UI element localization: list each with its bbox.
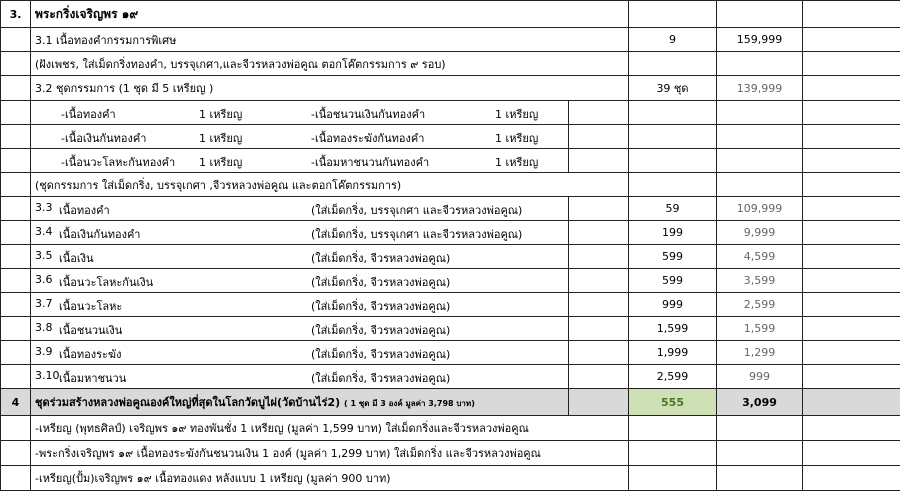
item-price: 9,999 <box>717 221 803 245</box>
section-title: พระกริ่งเจริญพร ๑๙ <box>31 1 629 28</box>
item-number: 3.5 <box>35 249 53 262</box>
set-item-b: -เนื้อทองระฆังกันทองคำ <box>311 129 424 147</box>
item-number: 3.10 <box>35 369 60 382</box>
set-item-b: -เนื้อชนวนเงินกันทองคำ <box>311 105 425 123</box>
set-row <box>1 101 900 125</box>
item-row <box>1 365 900 389</box>
item-row <box>1 341 900 365</box>
item-name: เนื้อมหาชนวน <box>59 369 126 387</box>
item-price: 2,599 <box>717 293 803 317</box>
item-qty: 1,599 <box>629 317 717 341</box>
item-price: 3,599 <box>717 269 803 293</box>
item-price: 1,599 <box>717 317 803 341</box>
item-qty: 9 <box>629 28 717 52</box>
item-qty: 599 <box>629 245 717 269</box>
set-item-b-qty: 1 เหรียญ <box>495 129 538 147</box>
set-item-a-qty: 1 เหรียญ <box>199 153 242 171</box>
item-qty: 1,999 <box>629 341 717 365</box>
bundle-line-row <box>1 466 900 491</box>
section-4-header-row <box>1 389 900 416</box>
item-label: 3.1 เนื้อทองคำกรรมการพิเศษ <box>31 28 629 52</box>
section-number: 4 <box>1 389 31 416</box>
section-subtitle: ( 1 ชุด มี 3 องค์ มูลค่า 3,798 บาท) <box>344 399 475 408</box>
bundle-line: -พระกริ่งเจริญพร ๑๙ เนื้อทองระฆังกันชนวนเงิน 1 องค์ (มูลค่า 1,299 บาท) ใส่เม็ดกริ่ง และจีวรหลวงพ่อคูณ <box>31 441 629 466</box>
item-number: 3.3 <box>35 201 53 214</box>
item-qty: 199 <box>629 221 717 245</box>
item-price: 139,999 <box>717 76 803 101</box>
item-note: (ใส่เม็ดกริ่ง, บรรจุเกศา และจีวรหลวงพ่อคูณ) <box>311 201 522 219</box>
item-note: (ใส่เม็ดกริ่ง, จีวรหลวงพ่อคูณ) <box>311 249 450 267</box>
set-item-a: -เนื้อนวะโลหะกันทองคำ <box>61 153 175 171</box>
item-number: 3.4 <box>35 225 53 238</box>
item-note: (ชุดกรรมการ ใส่เม็ดกริ่ง, บรรจุเกศา ,จีวรหลวงพ่อคูณ และตอกโค๊ตกรรมการ) <box>31 173 629 197</box>
item-price: 1,299 <box>717 341 803 365</box>
item-price: 999 <box>717 365 803 389</box>
set-item-b-qty: 1 เหรียญ <box>495 153 538 171</box>
section-title: ชุดร่วมสร้างหลวงพ่อคูณองค์ใหญ่ที่สุดในโลกวัดบูไผ่(วัดบ้านไร่2) <box>35 396 340 409</box>
item-number: 3.8 <box>35 321 53 334</box>
item-note: (ใส่เม็ดกริ่ง, จีวรหลวงพ่อคูณ) <box>311 273 450 291</box>
item-note-row <box>1 173 900 197</box>
item-name: เนื้อทองคำ <box>59 201 110 219</box>
item-name: เนื้อชนวนเงิน <box>59 321 122 339</box>
item-qty: 59 <box>629 197 717 221</box>
item-name: เนื้อเงินกันทองคำ <box>59 225 140 243</box>
section-price: 3,099 <box>717 389 803 416</box>
item-number: 3.9 <box>35 345 53 358</box>
bundle-line: -เหรียญ(ปั้ม)เจริญพร ๑๙ เนื้อทองแดง หลังแบบ 1 เหรียญ (มูลค่า 900 บาท) <box>31 466 629 491</box>
section-number: 3. <box>1 1 31 28</box>
item-row <box>1 269 900 293</box>
item-qty: 2,599 <box>629 365 717 389</box>
set-item-b: -เนื้อมหาชนวนกันทองคำ <box>311 153 429 171</box>
item-number: 3.7 <box>35 297 53 310</box>
set-item-b-qty: 1 เหรียญ <box>495 105 538 123</box>
set-item-a: -เนื้อทองคำ <box>61 105 116 123</box>
item-name: เนื้อนวะโลหะกันเงิน <box>59 273 153 291</box>
item-price: 109,999 <box>717 197 803 221</box>
item-row <box>1 293 900 317</box>
item-note: (ใส่เม็ดกริ่ง, จีวรหลวงพ่อคูณ) <box>311 369 450 387</box>
item-number: 3.6 <box>35 273 53 286</box>
set-item-a-qty: 1 เหรียญ <box>199 129 242 147</box>
item-note: (ใส่เม็ดกริ่ง, จีวรหลวงพ่อคูณ) <box>311 321 450 339</box>
item-row <box>1 197 900 221</box>
set-row <box>1 149 900 173</box>
item-qty: 999 <box>629 293 717 317</box>
section-3-header-row <box>1 1 900 28</box>
bundle-line-row <box>1 441 900 466</box>
item-name: เนื้อทองระฆัง <box>59 345 121 363</box>
item-row <box>1 317 900 341</box>
set-item-a: -เนื้อเงินกันทองคำ <box>61 129 146 147</box>
item-note: (ฝังเพชร, ใส่เม็ดกริ่งทองคำ, บรรจุเกศา,และจีวรหลวงพ่อคูณ ตอกโค๊ตกรรมการ ๙ รอบ) <box>31 52 629 76</box>
item-label: 3.2 ชุดกรรมการ (1 ชุด มี 5 เหรียญ ) <box>31 76 629 101</box>
item-row <box>1 221 900 245</box>
item-note: (ใส่เม็ดกริ่ง, จีวรหลวงพ่อคูณ) <box>311 297 450 315</box>
item-row <box>1 28 900 52</box>
bundle-line-row <box>1 416 900 441</box>
item-row <box>1 76 900 101</box>
item-name: เนื้อเงิน <box>59 249 94 267</box>
item-qty: 39 ชุด <box>629 76 717 101</box>
item-row <box>1 245 900 269</box>
item-note: (ใส่เม็ดกริ่ง, บรรจุเกศา และจีวรหลวงพ่อคูณ) <box>311 225 522 243</box>
item-note: (ใส่เม็ดกริ่ง, จีวรหลวงพ่อคูณ) <box>311 345 450 363</box>
bundle-line: -เหรียญ (พุทธศิลป์) เจริญพร ๑๙ ทองพันชั่ง 1 เหรียญ (มูลค่า 1,599 บาท) ใส่เม็ดกริ่งและจีวรหลวงพ่อคูณ <box>31 416 629 441</box>
item-name: เนื้อนวะโลหะ <box>59 297 122 315</box>
set-row <box>1 125 900 149</box>
item-price: 4,599 <box>717 245 803 269</box>
item-note-row <box>1 52 900 76</box>
section-qty: 555 <box>629 389 717 416</box>
item-qty: 599 <box>629 269 717 293</box>
set-item-a-qty: 1 เหรียญ <box>199 105 242 123</box>
item-price: 159,999 <box>717 28 803 52</box>
